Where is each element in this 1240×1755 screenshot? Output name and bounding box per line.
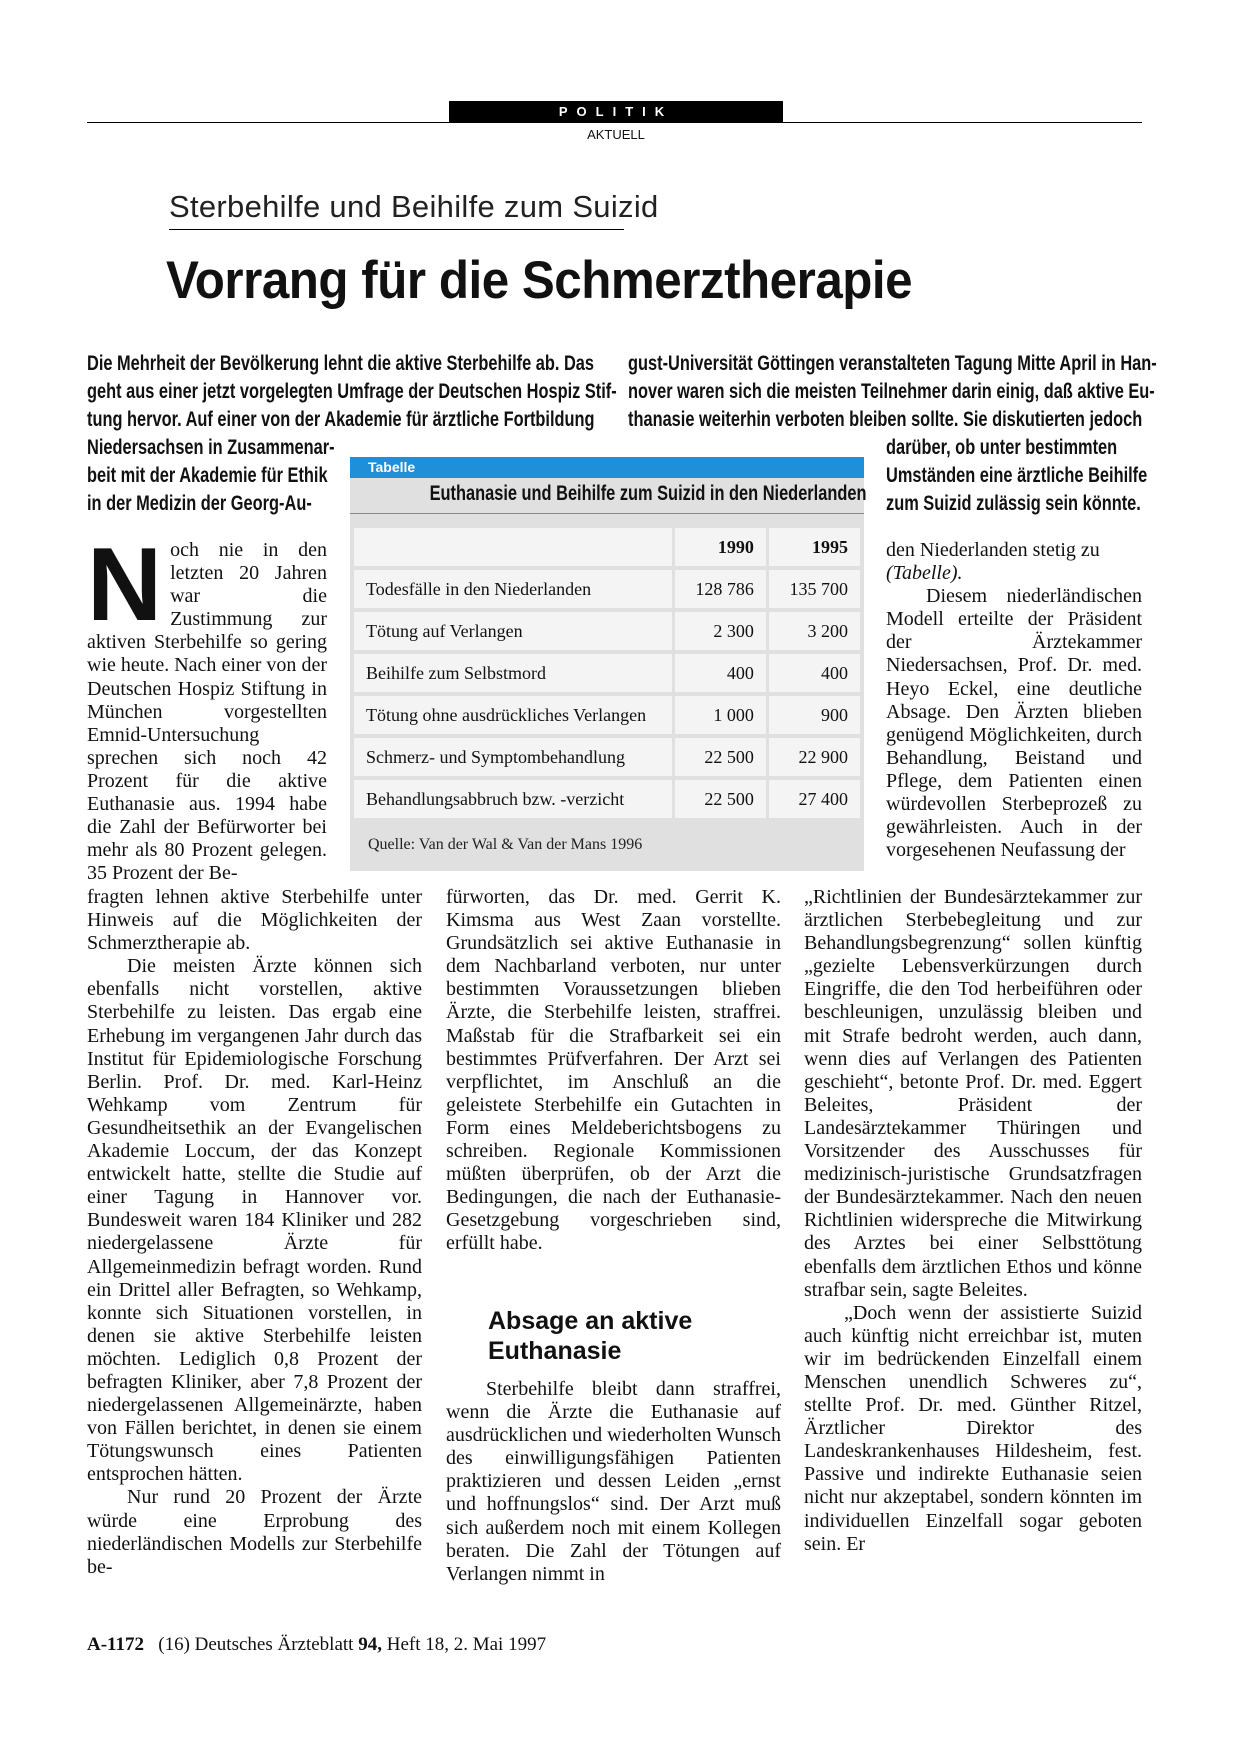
table-row	[354, 738, 860, 776]
lead-line: thanasie weiterhin verboten bleiben sollte. Sie diskutierten jedoch	[628, 408, 1143, 431]
kicker: Sterbehilfe und Beihilfe zum Suizid	[169, 189, 659, 224]
lead-left	[87, 350, 617, 434]
row-label: Schmerz- und Symptombehandlung	[354, 738, 672, 776]
value-1990: 22 500	[675, 738, 765, 776]
paragraph-line: den Niederlanden stetig zu	[886, 539, 1100, 561]
paragraph: „Doch wenn der assistierte Suizid auch künftig nicht erreichbar ist, muten wir im bedrückenden Einzelfall einem Menschen unendlich Schweres zu“, stellte Prof. Dr. med. Günther Ritzel, Ärztlicher Direktor des Landeskrankenhauses Hildesheim, fest. Passive und indirekte Euthanasie seien nicht nur akzeptabel, sondern könnten im individuellen Einzelfall sogar geboten sein. Er	[804, 1301, 1142, 1555]
column-3-top	[886, 539, 1142, 862]
column-1-bottom	[87, 886, 422, 1579]
column-2-top	[446, 886, 781, 1256]
lead-line: in der Medizin der Georg-Au-	[87, 492, 312, 515]
paragraph: „Richtlinien der Bundesärztekammer zur ärztlichen Sterbebegleitung und zur Behandlungsbegrenzung“ sollen künftig „gezielte Lebensverkürzungen durch Eingriffe, die den Tod herbeiführen oder beschleunigen, unzulässig bleiben und mit Strafe bedroht werden, auch dann, wenn dies auf Verlangen des Patienten geschieht“, betonte Prof. Dr. med. Eggert Beleites, Präsident der Landesärztekammer Thüringen und Vorsitzender des Ausschusses für medizinisch-juristische Grundsatzfragen der Bundesärztekammer. Nach den neuen Richtlinien widerspreche die Mitwirkung des Arztes bei einer Selbsttötung ebenfalls dem ärztlichen Ethos und könne strafbar sein, sagte Beleites.	[804, 886, 1142, 1301]
table-tag: Tabelle	[350, 457, 864, 478]
lead-line: Niedersachsen in Zusammenar-	[87, 436, 335, 459]
kicker-rule	[169, 229, 624, 230]
paragraph: Sterbehilfe bleibt dann straffrei, wenn die Ärzte die Euthanasie auf ausdrücklichen und wiederholten Wunsch des einwilligungsfähigen Patienten praktizieren und dessen Leiden „ernst und hoffnungslos“ sind. Der Arzt muß sich außerdem noch mit einem Kollegen beraten. Die Zahl der Tötungen auf Verlangen nimmt in	[446, 1378, 781, 1585]
value-1995: 22 900	[769, 738, 860, 776]
lead-line: Umständen eine ärztliche Beihilfe	[886, 464, 1148, 487]
table-title-rule	[350, 513, 864, 514]
table-source: Quelle: Van der Wal & Van der Mans 1996	[368, 836, 643, 853]
lead-line: beit mit der Akademie für Ethik	[87, 464, 328, 487]
value-1990: 128 786	[675, 570, 765, 608]
lead-line: gust-Universität Göttingen veranstalteten Tagung Mitte April in Han-	[628, 352, 1157, 375]
publication: (16) Deutsches Ärzteblatt	[158, 1634, 354, 1655]
value-1995: 27 400	[769, 780, 860, 818]
subsection-label: AKTUELL	[587, 127, 645, 142]
row-label: Behandlungsabbruch bzw. -verzicht	[354, 780, 672, 818]
lead-line: darüber, ob unter bestimmten	[886, 436, 1118, 459]
lead-line: Die Mehrheit der Bevölkerung lehnt die aktive Sterbehilfe ab. Das	[87, 352, 595, 375]
table-reference: (Tabelle).	[886, 562, 963, 585]
lead-line: tung hervor. Auf einer von der Akademie für ärztliche Fortbildung	[87, 408, 595, 431]
subheading-line: Absage an aktive	[488, 1307, 693, 1335]
value-1995: 3 200	[769, 612, 860, 650]
paragraph: och nie in den letzten 20 Jahren war die Zustimmung zur aktiven Sterbehilfe so gering wie heute. Nach einer von der Deutschen Hospiz Stiftung in München vorgestellten Emnid-Untersuchung sprechen sich noch 42 Prozent für die aktive Euthanasie aus. 1994 habe die Zahl der Befürworter bei mehr als 80 Prozent gelegen. 35 Prozent der Be-	[87, 539, 327, 885]
header-rule	[87, 122, 1142, 123]
paragraph: Nur rund 20 Prozent der Ärzte würde eine Erprobung des niederländischen Modells zur Sterbehilfe be-	[87, 1486, 422, 1578]
statistics-table	[354, 524, 860, 822]
column-1-top	[87, 527, 327, 885]
lead-left-narrow	[87, 434, 335, 518]
lead-line: nover waren sich die meisten Teilnehmer darin einig, daß aktive Eu-	[628, 380, 1155, 403]
row-label: Todesfälle in den Niederlanden	[354, 570, 672, 608]
subheading-line: Euthanasie	[488, 1337, 622, 1365]
row-label: Tötung ohne ausdrückliches Verlangen	[354, 696, 672, 734]
table-row	[354, 780, 860, 818]
value-1995: 135 700	[769, 570, 860, 608]
column-3-bottom	[804, 886, 1142, 1556]
paragraph: Diesem niederländischen Modell erteilte der Präsident der Ärztekammer Niedersachsen, Prof. Dr. med. Heyo Eckel, eine deutliche Absage. Den Ärzten blieben genügend Möglichkeiten, durch Behandlung, Beistand und Pflege, dem Patienten einen würdevollen Sterbeprozeß zu gewährleisten. Auch in der vorgesehenen Neufassung der	[886, 585, 1142, 862]
value-1990: 1 000	[675, 696, 765, 734]
lead-right-narrow	[886, 434, 1148, 518]
page-code: A-1172	[87, 1634, 144, 1655]
column-header-1990: 1990	[675, 528, 765, 566]
table-title: Euthanasie und Beihilfe zum Suizid in den Niederlanden	[429, 482, 867, 505]
row-label: Beihilfe zum Selbstmord	[354, 654, 672, 692]
paragraph: fürworten, das Dr. med. Gerrit K. Kimsma aus West Zaan vorstellte. Grundsätzlich sei aktive Euthanasie in dem Nachbarland verboten, nur unter bestimmten Voraussetzungen blieben Ärzte, die Sterbehilfe leisten, straffrei. Maßstab für die Strafbarkeit sei ein bestimmtes Prüfverfahren. Der Arzt sei verpflichtet, im Anschluß an die geleistete Sterbehilfe ein Gutachten in Form eines Meldeberichtsbogens zu schreiben. Regionale Kommissionen müßten überprüfen, ob der Arzt die Bedingungen, die nach der Euthanasie-Gesetzgebung vorgeschrieben sind, erfüllt habe.	[446, 886, 781, 1255]
table-row	[354, 654, 860, 692]
drop-cap: N	[87, 527, 163, 643]
column-2-bottom	[446, 1378, 781, 1586]
lead-right	[628, 350, 1157, 434]
table-header-blank	[354, 528, 672, 566]
lead-line: geht aus einer jetzt vorgelegten Umfrage der Deutschen Hospiz Stif-	[87, 380, 617, 403]
table-header-row	[354, 528, 860, 566]
table-row	[354, 696, 860, 734]
footer	[87, 1634, 546, 1656]
value-1995: 400	[769, 654, 860, 692]
value-1995: 900	[769, 696, 860, 734]
paragraph: Die meisten Ärzte können sich ebenfalls nicht vorstellen, aktive Sterbehilfe zu leisten. Das ergab eine Erhebung im vergangenen Jahr durch das Institut für Epidemiologische Forschung Berlin. Prof. Dr. med. Karl-Heinz Wehkamp vom Zentrum für Gesundheitsethik an der Evangelischen Akademie Loccum, der das Konzept entwickelt hatte, stellte die Studie auf einer Tagung in Hannover vor. Bundesweit waren 184 Kliniker und 282 niedergelassene Ärzte für Allgemeinmedizin befragt worden. Rund ein Drittel aller Befragten, so Wehkamp, konnte sich Situationen vorstellen, in denen sie aktive Sterbehilfe leisten möchten. Lediglich 0,8 Prozent der befragten Kliniker, aber 7,8 Prozent der niedergelassenen Allgemeinärzte, haben von Fällen berichtet, in denen sie einem Tötungswunsch eines Patienten entsprochen hätten.	[87, 955, 422, 1486]
value-1990: 22 500	[675, 780, 765, 818]
value-1990: 2 300	[675, 612, 765, 650]
issue: Heft 18, 2. Mai 1997	[386, 1634, 547, 1655]
subheading	[488, 1306, 692, 1366]
volume: 94,	[358, 1634, 382, 1655]
paragraph: fragten lehnen aktive Sterbehilfe unter Hinweis auf die Möglichkeiten der Schmerztherapie ab.	[87, 886, 422, 955]
table-row	[354, 570, 860, 608]
headline: Vorrang für die Schmerztherapie	[166, 251, 913, 310]
section-label: POLITIK	[449, 101, 783, 122]
row-label: Tötung auf Verlangen	[354, 612, 672, 650]
value-1990: 400	[675, 654, 765, 692]
column-header-1995: 1995	[769, 528, 860, 566]
table-row	[354, 612, 860, 650]
lead-line: zum Suizid zulässig sein könnte.	[886, 492, 1141, 515]
